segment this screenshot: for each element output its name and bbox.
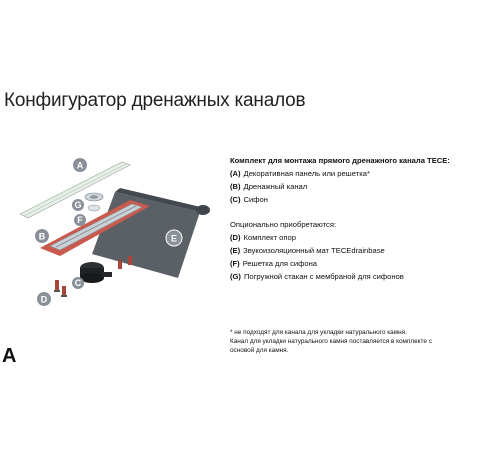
set-item-a: (A) Декоративная панель или решетка* [230, 169, 370, 178]
optional-item-g: (G) Погружной стакан с мембраной для сифонов [230, 272, 404, 281]
svg-text:B: B [38, 231, 46, 242]
svg-text:E: E [170, 233, 178, 244]
set-heading: Комплект для монтажа прямого дренажного канала TECE: [230, 156, 450, 165]
component-list [230, 154, 495, 283]
insulation-mat [92, 188, 210, 278]
footnote-line: Канал для укладки натурального камня поставляется в комплекте с [230, 338, 432, 345]
optional-item-d: (D) Комплект опор [230, 233, 296, 242]
optional-heading: Опционально приобретаются: [230, 220, 337, 229]
label-b [35, 229, 49, 243]
svg-text:D: D [40, 294, 48, 305]
optional-item-f: (F) Решетка для сифона [230, 259, 318, 268]
page-title: Конфигуратор дренажных каналов [4, 90, 306, 111]
footnote-line: * не подходят для канала для укладки натурального камня. [230, 329, 407, 336]
label-f [74, 214, 86, 226]
label-e [166, 230, 182, 246]
footnote-line: основой для камня. [230, 347, 289, 354]
label-g [72, 199, 84, 211]
svg-text:F: F [77, 215, 83, 225]
svg-text:C: C [74, 278, 82, 288]
label-c [72, 277, 84, 289]
set-item-b: (B) Дренажный канал [230, 182, 308, 191]
label-a [73, 158, 87, 172]
svg-text:G: G [74, 200, 82, 210]
footnotes [230, 328, 495, 355]
siphon [80, 262, 112, 283]
set-item-c: (C) Сифон [230, 195, 268, 204]
partial-heading: A [2, 345, 17, 367]
immersion-cup [88, 205, 100, 211]
drain-assembly-illustration [0, 150, 225, 330]
svg-text:A: A [76, 160, 84, 171]
optional-item-e: (E) Звукоизоляционный мат TECEdrainbase [230, 246, 385, 255]
siphon-grate [85, 193, 103, 201]
label-d [37, 292, 51, 306]
